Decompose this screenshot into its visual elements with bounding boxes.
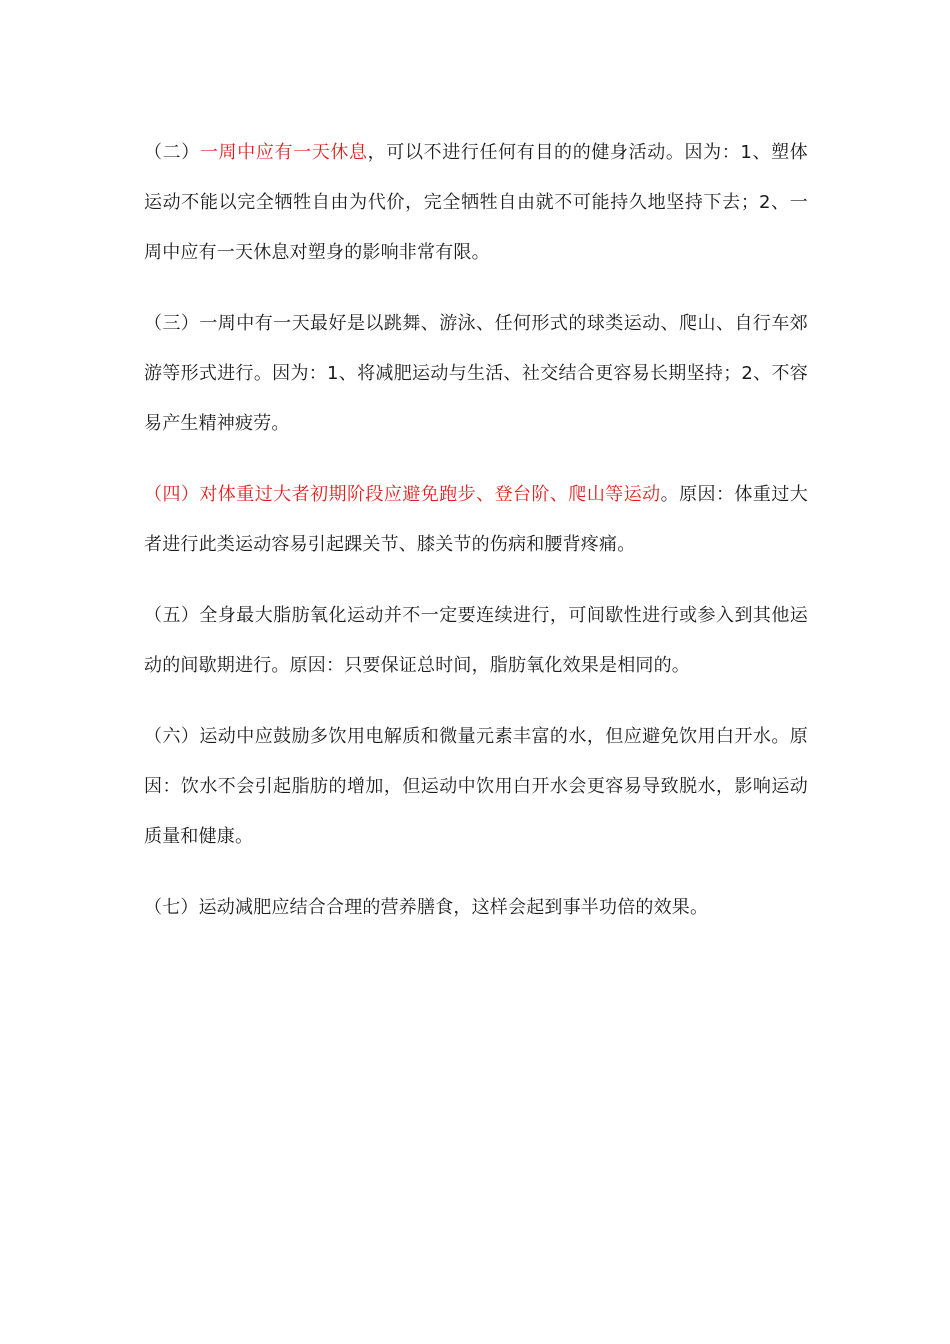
paragraph-7: （七）运动减肥应结合合理的营养膳食，这样会起到事半功倍的效果。 xyxy=(144,897,709,918)
paragraph-2-body: ，可以不进行任何有目的的健身活动。因为：1、塑体运动不能以完全牺牲自由为代价，完全牺牲自由就不可能持久地坚持下去；2、一周中应有一天休息对塑身的影响非常有限。 xyxy=(144,142,808,263)
paragraph-3: （三）一周中有一天最好是以跳舞、游泳、任何形式的球类运动、爬山、自行车郊游等形式进行。因为：1、将减肥运动与生活、社交结合更容易长期坚持；2、不容易产生精神疲劳。 xyxy=(144,313,808,434)
paragraph-4-highlight: 对体重过大者初期阶段应避免跑步、登台阶、爬山等运动 xyxy=(199,484,661,505)
paragraph-6: （六）运动中应鼓励多饮用电解质和微量元素丰富的水，但应避免饮用白开水。原因：饮水不会引起脂肪的增加，但运动中饮用白开水会更容易导致脱水，影响运动质量和健康。 xyxy=(144,726,808,847)
paragraph-2-prefix: （二） xyxy=(144,142,200,163)
paragraph-5: （五）全身最大脂肪氧化运动并不一定要连续进行，可间歇性进行或参入到其他运动的间歇期进行。原因：只要保证总时间，脂肪氧化效果是相同的。 xyxy=(144,605,808,676)
paragraph-4-prefix: （四） xyxy=(144,484,200,505)
paragraph-2 xyxy=(144,128,808,278)
paragraph-4 xyxy=(144,470,808,570)
paragraph-2-highlight: 一周中应有一天休息 xyxy=(199,142,368,163)
paragraph-4-body: 。原因：体重过大者进行此类运动容易引起踝关节、膝关节的伤病和腰背疼痛。 xyxy=(144,484,808,555)
document-body xyxy=(144,128,808,954)
